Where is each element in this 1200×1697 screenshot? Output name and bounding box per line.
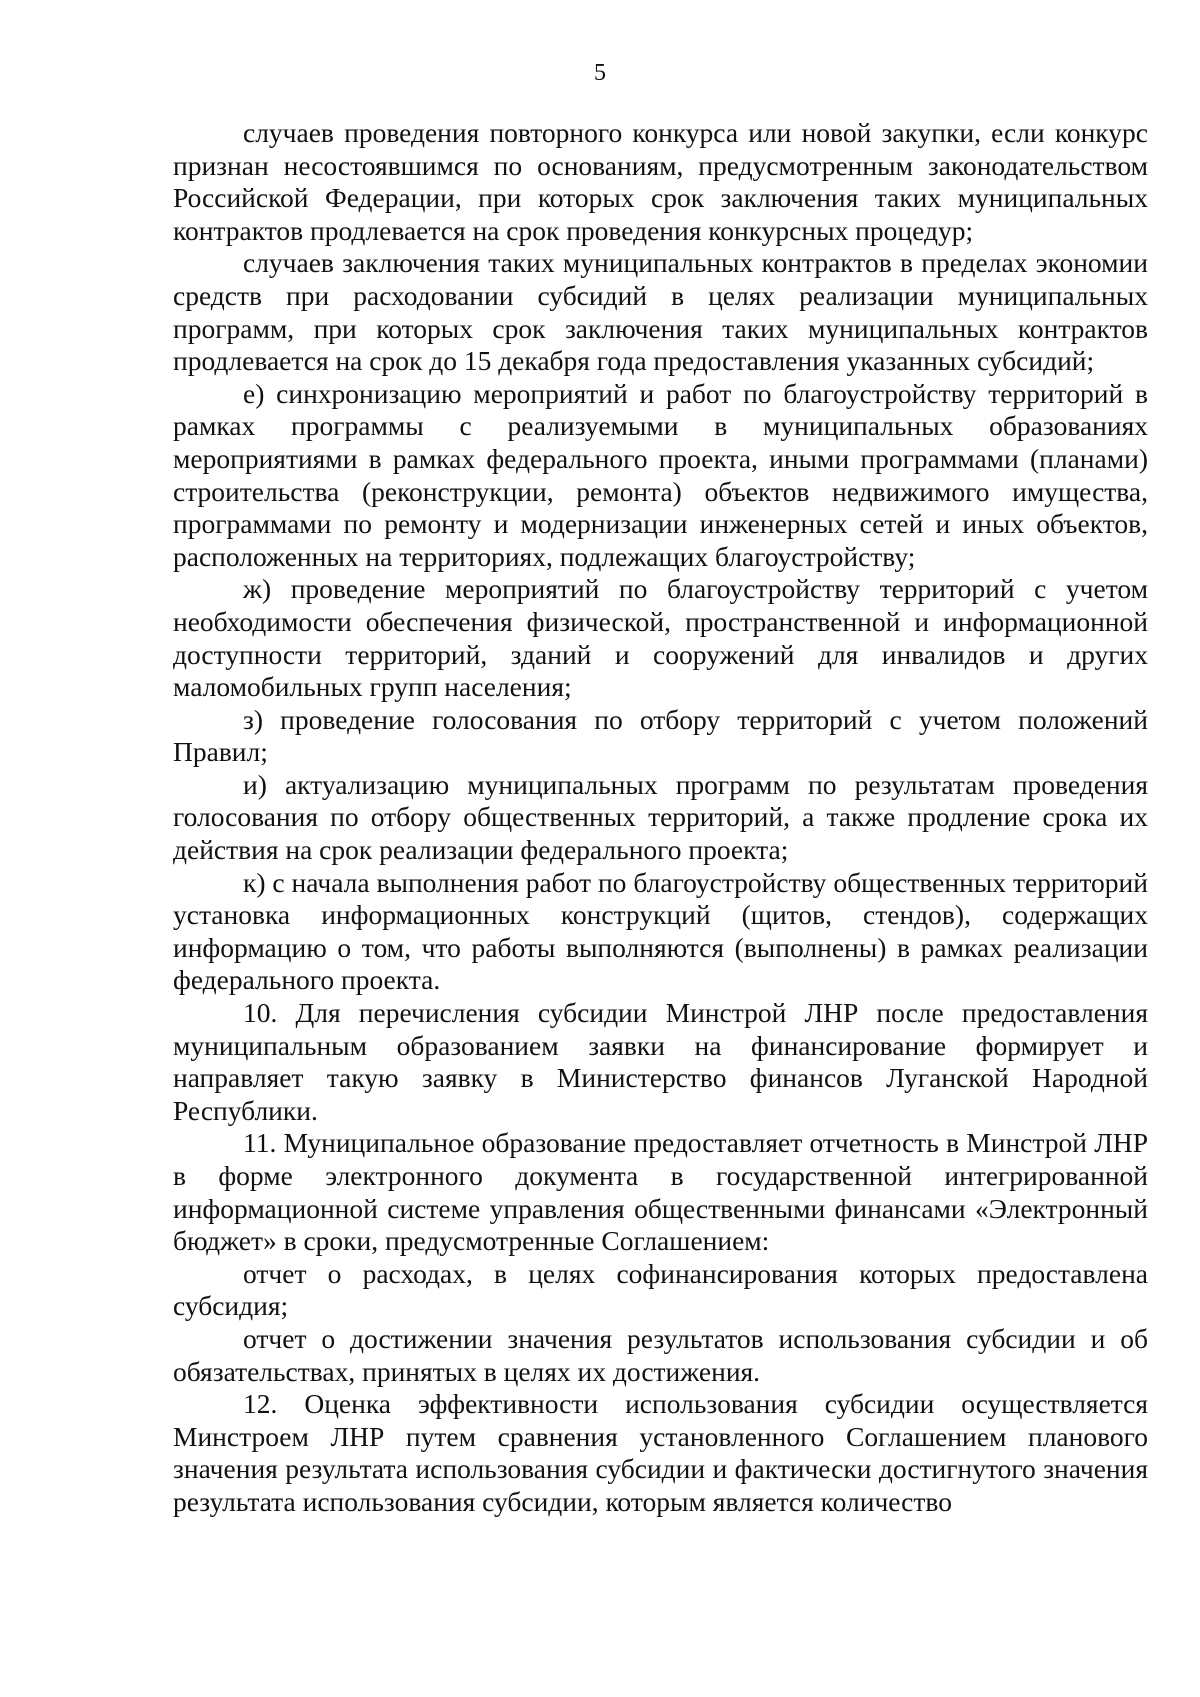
paragraph-item-zh: ж) проведение мероприятий по благоустройству территорий с учетом необходимости обеспечения физической, пространственной и информационной доступности территорий, зданий и сооружений для инвалидов и других маломобильных групп населения; bbox=[173, 573, 1148, 703]
paragraph-item-z: з) проведение голосования по отбору территорий с учетом положений Правил; bbox=[173, 703, 1148, 768]
paragraph-clause-10: 10. Для перечисления субсидии Минстрой ЛНР после предоставления муниципальным образованием заявки на финансирование формирует и направляет такую заявку в Министерство финансов Луганской Народной Республики. bbox=[173, 997, 1148, 1126]
page-number: 5 bbox=[594, 60, 606, 86]
paragraph-report-expenses: отчет о расходах, в целях софинансирования которых предоставлена субсидия; bbox=[173, 1257, 1148, 1322]
paragraph-item-k: к) с начала выполнения работ по благоустройству общественных территорий установка информационных конструкций (щитов, стендов), содержащих информацию о том, что работы выполняются (выполнены) в рамках реализации федерального проекта. bbox=[173, 866, 1148, 996]
paragraph-savings-contracts: случаев заключения таких муниципальных контрактов в пределах экономии средств при расходовании субсидий в целях реализации муниципальных программ, при которых срок заключения таких муниципальных контрактов продлевается на срок до 15 декабря года предоставления указанных субсидий; bbox=[173, 247, 1148, 377]
paragraph-clause-12: 12. Оценка эффективности использования субсидии осуществляется Минстроем ЛНР путем сравнения установленного Соглашением планового значения результата использования субсидии и фактически достигнутого значения результата использования субсидии, которым является количество bbox=[173, 1388, 1148, 1517]
paragraph-item-e: е) синхронизацию мероприятий и работ по благоустройству территорий в рамках программы с реализуемыми в муниципальных образованиях мероприятиями в рамках федерального проекта, иными программами (планами) строительства (реконструкции, ремонта) объектов недвижимого имущества, программами по ремонту и модернизации инженерных сетей и иных объектов, расположенных на территориях, подлежащих благоустройству; bbox=[173, 377, 1148, 572]
paragraph-item-i: и) актуализацию муниципальных программ по результатам проведения голосования по отбору общественных территорий, а также продление срока их действия на срок реализации федерального проекта; bbox=[173, 768, 1148, 866]
paragraph-report-results: отчет о достижении значения результатов использования субсидии и об обязательствах, принятых в целях их достижения. bbox=[173, 1322, 1148, 1387]
document-body bbox=[173, 117, 1148, 1519]
paragraph-repeat-tender: случаев проведения повторного конкурса или новой закупки, если конкурс признан несостоявшимся по основаниям, предусмотренным законодательством Российской Федерации, при которых срок заключения таких муниципальных контрактов продлевается на срок проведения конкурсных процедур; bbox=[173, 117, 1148, 246]
paragraph-clause-11: 11. Муниципальное образование предоставляет отчетность в Минстрой ЛНР в форме электронного документа в государственной интегрированной информационной системе управления общественными финансами «Электронный бюджет» в сроки, предусмотренные Соглашением: bbox=[173, 1127, 1148, 1257]
